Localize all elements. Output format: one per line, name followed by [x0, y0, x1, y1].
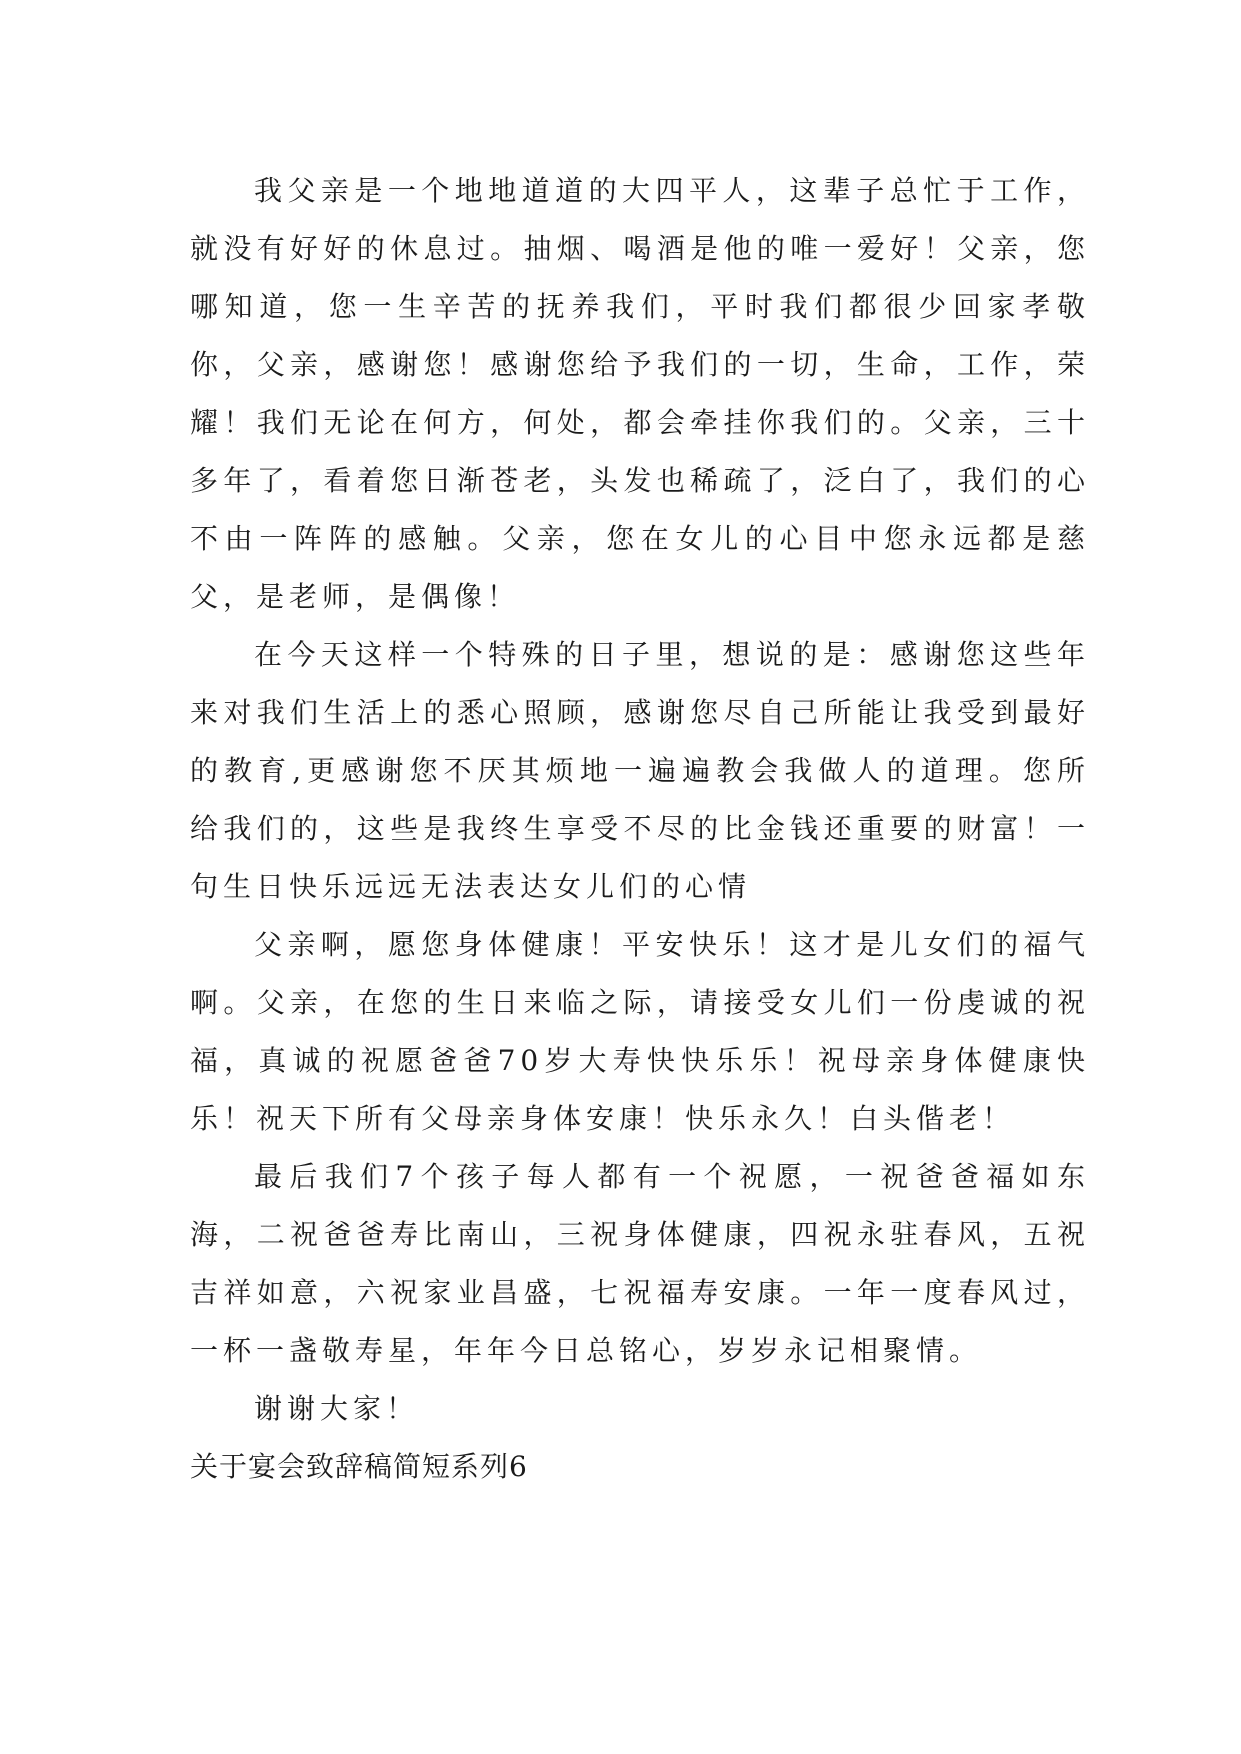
paragraph-seven-wishes: 最后我们7个孩子每人都有一个祝愿，一祝爸爸福如东海，二祝爸爸寿比南山，三祝身体健康，四祝永驻春风，五祝吉祥如意，六祝家业昌盛，七祝福寿安康。一年一度春风过，一杯一盏敬寿星，年年今日总铭心，岁岁永记相聚情。: [190, 1160, 1090, 1367]
paragraph-wishes: 父亲啊，愿您身体健康！平安快乐！这才是儿女们的福气啊。父亲，在您的生日来临之际，请接受女儿们一份虔诚的祝福，真诚的祝愿爸爸70岁大寿快快乐乐！祝母亲身体健康快乐！祝天下所有父母亲身体安康！快乐永久！白头偕老！: [190, 928, 1090, 1135]
document-body: [190, 162, 1090, 1496]
section-heading: 关于宴会致辞稿简短系列6: [190, 1450, 528, 1483]
paragraph-thanks: 谢谢大家！: [254, 1392, 420, 1425]
paragraph-father-intro: 我父亲是一个地地道道的大四平人，这辈子总忙于工作，就没有好好的休息过。抽烟、喝酒是他的唯一爱好！父亲，您哪知道，您一生辛苦的抚养我们，平时我们都很少回家孝敬你，父亲，感谢您！感谢您给予我们的一切，生命，工作，荣耀！我们无论在何方，何处，都会牵挂你我们的。父亲，三十多年了，看着您日渐苍老，头发也稀疏了，泛白了，我们的心不由一阵阵的感触。父亲，您在女儿的心目中您永远都是慈父，是老师，是偶像！: [190, 174, 1090, 613]
paragraph-gratitude: 在今天这样一个特殊的日子里，想说的是：感谢您这些年来对我们生活上的悉心照顾，感谢您尽自己所能让我受到最好的教育,更感谢您不厌其烦地一遍遍教会我做人的道理。您所给我们的，这些是我终生享受不尽的比金钱还重要的财富！一句生日快乐远远无法表达女儿们的心情: [190, 638, 1090, 903]
